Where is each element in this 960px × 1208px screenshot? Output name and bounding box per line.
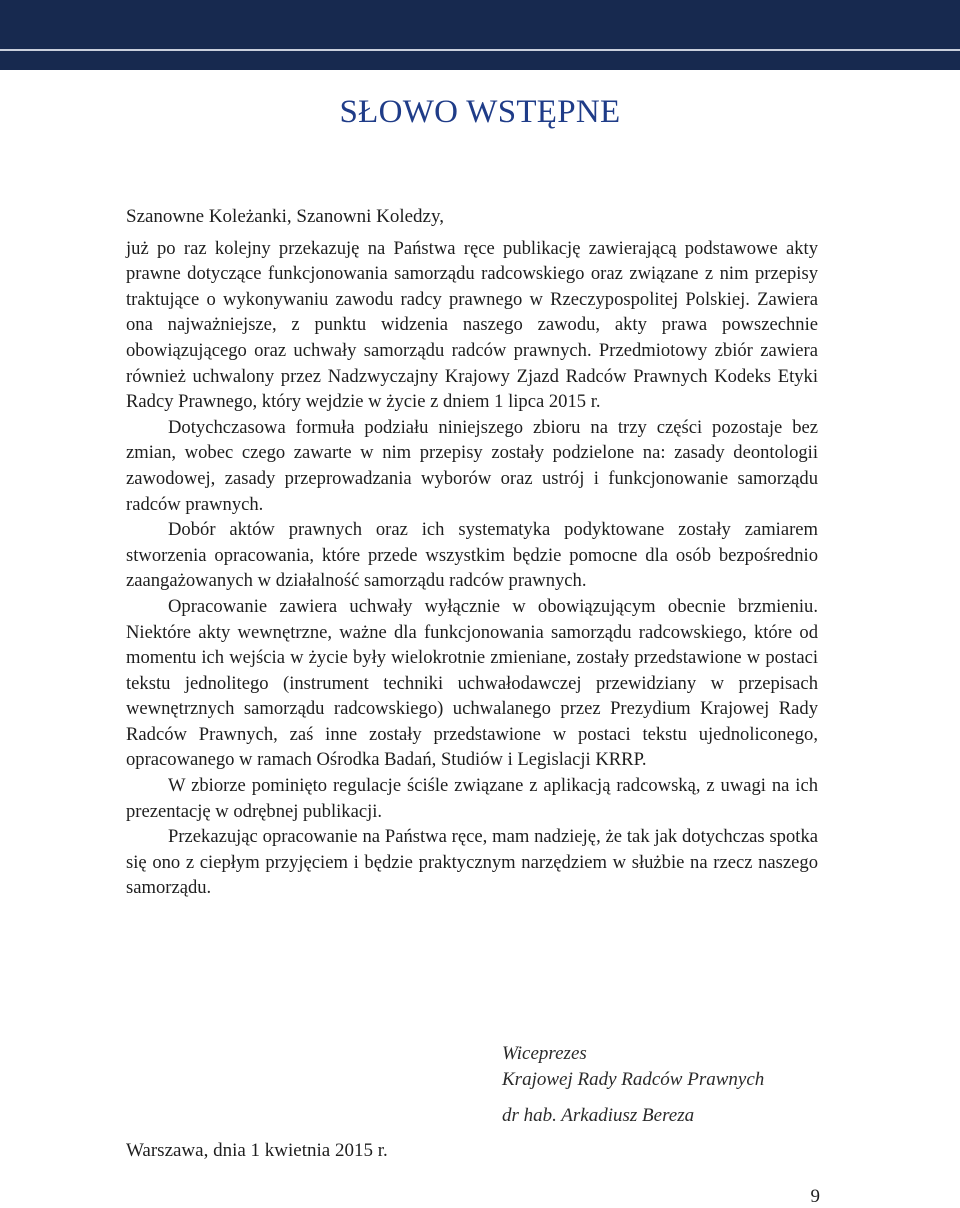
signature-organization: Krajowej Rady Radców Prawnych — [502, 1069, 765, 1090]
paragraph: Dobór aktów prawnych oraz ich systematyka podyktowane zostały zamiarem stworzenia opracowania, które przede wszystkim będzie pomocne dla osób bezpośrednio zaangażowanych w działalność samorządu radców prawnych. — [126, 519, 818, 592]
paragraph: już po raz kolejny przekazuję na Państwa ręce publikację zawierającą podstawowe akty prawne dotyczące funkcjonowania samorządu radcowskiego oraz związane z nim przepisy traktujące o wykonywaniu zawodu radcy prawnego w Rzeczypospolitej Polskiej. Zawiera ona najważniejsze, z punktu widzenia naszego zawodu, akty prawa powszechnie obowiązującego oraz uchwały samorządu radców prawnych. Przedmiotowy zbiór zawiera również uchwalony przez Nadzwyczajny Krajowy Zjazd Radców Prawnych Kodeks Etyki Radcy Prawnego, który wejdzie w życie z dniem 1 lipca 2015 r. — [126, 237, 818, 413]
page-number: 9 — [810, 1186, 820, 1207]
place-date: Warszawa, dnia 1 kwietnia 2015 r. — [126, 1140, 388, 1161]
header-band — [0, 0, 960, 70]
paragraph: W zbiorze pominięto regulacje ściśle związane z aplikacją radcowską, z uwagi na ich prezentację w odrębnej publikacji. — [126, 775, 818, 822]
preface-body — [126, 204, 818, 901]
paragraph: Dotychczasowa formuła podziału niniejszego zbioru na trzy części pozostaje bez zmian, wobec czego zawarte w nim przepisy zostały podzielone na: zasady deontologii zawodowej, zasady przeprowadzania wyborów oraz ustrój i funkcjonowanie samorządu radców prawnych. — [126, 416, 818, 515]
paragraph: Opracowanie zawiera uchwały wyłącznie w obowiązującym obecnie brzmieniu. Niektóre akty wewnętrzne, ważne dla funkcjonowania samorządu radcowskiego, które od momentu ich wejścia w życie były wielokrotnie zmieniane, zostały przedstawione w postaci tekstu jednolitego (instrument techniki uchwałodawczej przewidziany w przepisach wewnętrznych samorządu radcowskiego) uchwalanego przez Prezydium Krajowej Rady Radców Prawnych, zaś inne zostały przedstawione w postaci tekstu ujednoliconego, opracowanego w ramach Ośrodka Badań, Studiów i Legislacji KRRP. — [126, 595, 818, 771]
page-title: SŁOWO WSTĘPNE — [339, 94, 621, 130]
paragraph: Przekazując opracowanie na Państwa ręce, mam nadzieję, że tak jak dotychczas spotka się ono z ciepłym przyjęciem i będzie praktycznym narzędziem w służbie na rzecz naszego samorządu. — [126, 826, 818, 899]
signature-role: Wiceprezes — [502, 1043, 587, 1064]
signature-name: dr hab. Arkadiusz Bereza — [502, 1105, 695, 1126]
salutation: Szanowne Koleżanki, Szanowni Koledzy, — [126, 206, 444, 227]
signature-block — [502, 1041, 764, 1129]
header-band-stripe — [0, 49, 960, 51]
